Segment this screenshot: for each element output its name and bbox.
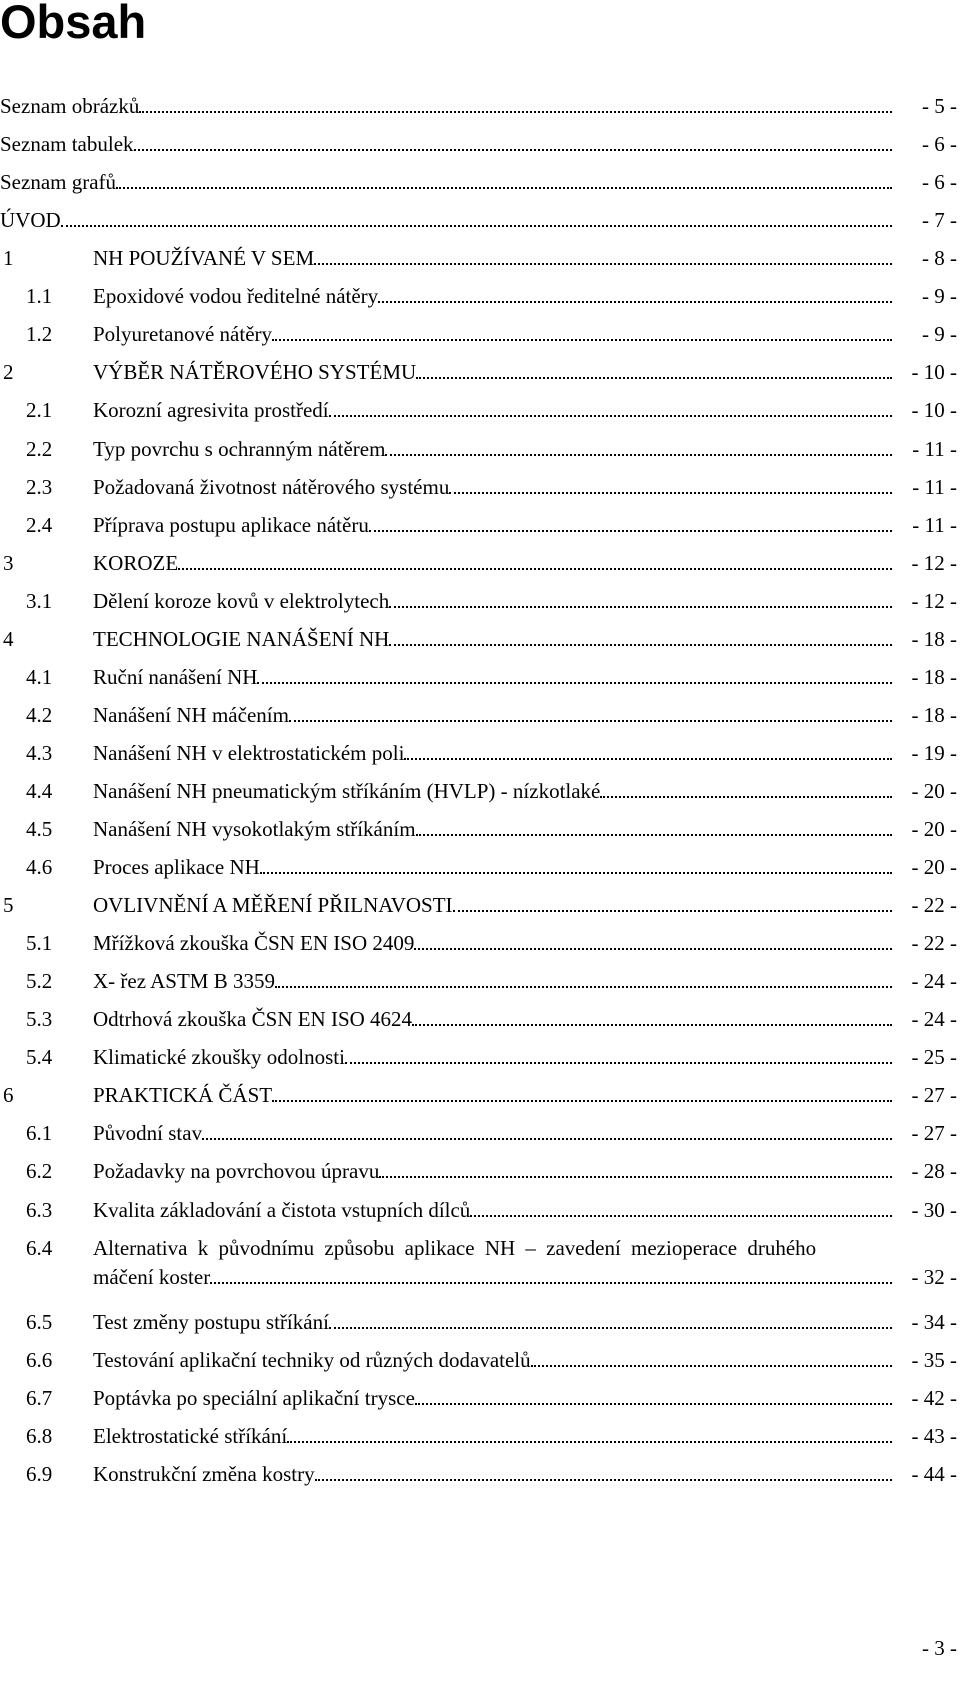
dot-leader (314, 249, 892, 265)
toc-entry-page: - 18 - (911, 627, 957, 651)
toc-entry-page: - 9 - (922, 322, 957, 346)
toc-entry[interactable] (0, 809, 960, 849)
toc-entry[interactable] (0, 1075, 960, 1115)
toc-entry[interactable] (0, 543, 960, 583)
dot-leader (257, 668, 892, 684)
toc-entry[interactable] (0, 657, 960, 697)
toc-entry-title: PRAKTICKÁ ČÁST (93, 1083, 273, 1107)
toc-entry[interactable] (0, 1151, 960, 1191)
toc-entry-page: - 10 - (911, 360, 957, 384)
toc-entry-number: 2.1 (26, 398, 53, 422)
toc-entry[interactable] (0, 1340, 960, 1380)
toc-entry-title: Nanášení NH v elektrostatickém poli (93, 741, 405, 765)
toc-entry-number: 6.7 (26, 1386, 53, 1410)
toc-entry-title: Test změny postupu stříkání (93, 1310, 329, 1334)
toc-entry[interactable] (0, 162, 960, 202)
toc-entry-number: 5.2 (26, 969, 53, 993)
toc-entry-page: - 11 - (912, 475, 957, 499)
dot-leader (61, 211, 892, 227)
toc-entry-number: 1 (3, 246, 14, 270)
toc-entry[interactable] (0, 581, 960, 621)
toc-entry-title: Korozní agresivita prostředí (93, 398, 329, 422)
dot-leader (289, 706, 892, 722)
toc-entry-title: Dělení koroze kovů v elektrolytech (93, 589, 390, 613)
toc-entry[interactable] (0, 276, 960, 316)
toc-entry-title: Testování aplikační techniky od různých dodavatelů (93, 1348, 531, 1372)
toc-entry[interactable] (0, 505, 960, 545)
dot-leader (210, 1268, 892, 1284)
toc-entry-page: - 20 - (911, 817, 957, 841)
toc-entry-page: - 18 - (911, 665, 957, 689)
dot-leader (385, 440, 892, 456)
toc-entry[interactable] (0, 238, 960, 278)
toc-entry-number: 1.2 (26, 322, 53, 346)
toc-entry-page: - 22 - (911, 931, 957, 955)
toc-entry-title: ÚVOD (0, 208, 61, 232)
toc-entry-page: - 42 - (911, 1386, 957, 1410)
dot-leader (470, 1201, 892, 1217)
dot-leader (345, 1048, 892, 1064)
toc-entry-title: Proces aplikace NH (93, 855, 260, 879)
toc-entry[interactable] (0, 1378, 960, 1418)
toc-entry[interactable] (0, 847, 960, 887)
dot-leader (275, 972, 892, 988)
toc-entry-title: Seznam obrázků (0, 94, 140, 118)
toc-entry-number: 4.4 (26, 779, 53, 803)
dot-leader (139, 97, 892, 113)
toc-entry[interactable] (0, 390, 960, 430)
dot-leader (415, 1389, 892, 1405)
toc-entry-number: 6 (3, 1083, 14, 1107)
dot-leader (378, 287, 892, 303)
toc-entry[interactable] (0, 771, 960, 811)
toc-entry-title: Nanášení NH pneumatickým stříkáním (HVLP) - nízkotlaké (93, 779, 601, 803)
toc-entry-page: - 7 - (922, 208, 957, 232)
toc-entry-number: 2.2 (26, 437, 53, 461)
dot-leader (379, 1162, 892, 1178)
toc-entry-page: - 27 - (911, 1121, 957, 1145)
dot-leader (369, 516, 892, 532)
toc-entry-page: - 6 - (922, 132, 957, 156)
dot-leader (453, 896, 892, 912)
toc-entry-title: KOROZE (93, 551, 179, 575)
dot-leader (287, 1427, 892, 1443)
toc-entry-page: - 44 - (911, 1462, 957, 1486)
dot-leader (329, 1313, 892, 1329)
toc-entry-title: Příprava postupu aplikace nátěru (93, 513, 369, 537)
toc-entry-page: - 12 - (911, 589, 957, 613)
toc-entry-number: 5.3 (26, 1007, 53, 1031)
toc-entry-number: 6.2 (26, 1159, 53, 1183)
dot-leader (178, 554, 892, 570)
toc-entry[interactable] (0, 733, 960, 773)
toc-entry[interactable] (0, 1228, 960, 1298)
toc-entry[interactable] (0, 1113, 960, 1153)
toc-entry-title: Mřížková zkouška ČSN EN ISO 2409 (93, 931, 415, 955)
toc-entry-page: - 34 - (911, 1310, 957, 1334)
toc-entry-title: VÝBĚR NÁTĚROVÉHO SYSTÉMU (93, 360, 417, 384)
toc-entry-number: 6.5 (26, 1310, 53, 1334)
toc-entry-title: Typ povrchu s ochranným nátěrem (93, 437, 386, 461)
toc-entry-title: TECHNOLOGIE NANÁŠENÍ NH (93, 627, 390, 651)
toc-entry[interactable] (0, 1416, 960, 1456)
dot-leader (272, 1086, 892, 1102)
toc-entry-page: - 19 - (911, 741, 957, 765)
dot-leader (531, 1351, 892, 1367)
toc-entry-page: - 18 - (911, 703, 957, 727)
toc-entry-page: - 9 - (922, 284, 957, 308)
toc-entry[interactable] (0, 86, 960, 126)
toc-entry-title: Ruční nanášení NH (93, 665, 258, 689)
toc-entry[interactable] (0, 695, 960, 735)
toc-entry-page: - 12 - (911, 551, 957, 575)
toc-entry-number: 3.1 (26, 589, 53, 613)
toc-entry-number: 4.5 (26, 817, 53, 841)
toc-entry-number: 3 (3, 551, 14, 575)
toc-entry-title: X- řez ASTM B 3359 (93, 969, 275, 993)
dot-leader (329, 401, 892, 417)
toc-entry-page: - 5 - (922, 94, 957, 118)
toc-entry-title: Seznam tabulek (0, 132, 134, 156)
toc-entry-title: OVLIVNĚNÍ A MĚŘENÍ PŘILNAVOSTI (93, 893, 453, 917)
toc-entry[interactable] (0, 1190, 960, 1230)
toc-entry[interactable] (0, 1302, 960, 1342)
toc-entry-page: - 11 - (912, 513, 957, 537)
toc-entry-page: - 43 - (911, 1424, 957, 1448)
toc-entry-number: 5.4 (26, 1045, 53, 1069)
toc-entry-number: 2.4 (26, 513, 53, 537)
dot-leader (416, 820, 892, 836)
dot-leader (116, 173, 892, 189)
toc-entry-title: Klimatické zkoušky odolnosti (93, 1045, 345, 1069)
toc-entry-page: - 22 - (911, 893, 957, 917)
toc-entry-page: - 24 - (911, 969, 957, 993)
toc-entry-title: Původní stav (93, 1121, 203, 1145)
toc-entry-title: Odtrhová zkouška ČSN EN ISO 4624 (93, 1007, 413, 1031)
toc-entry-title: máčení koster (93, 1265, 211, 1289)
toc-entry-number: 4 (3, 627, 14, 651)
toc-entry-number: 4.3 (26, 741, 53, 765)
toc-entry-title: Nanášení NH máčením (93, 703, 289, 727)
toc-entry-title: NH POUŽÍVANÉ V SEM (93, 246, 315, 270)
toc-entry-page: - 35 - (911, 1348, 957, 1372)
page-number: - 3 - (922, 1636, 957, 1660)
dot-leader (315, 1465, 892, 1481)
toc-entry-title: Poptávka po speciální aplikační trysce (93, 1386, 415, 1410)
dot-leader (412, 1010, 892, 1026)
dot-leader (414, 934, 892, 950)
toc-entry-number: 1.1 (26, 284, 53, 308)
toc-entry-page: - 11 - (912, 437, 957, 461)
toc-entry[interactable] (0, 885, 960, 925)
toc-entry[interactable] (0, 1454, 960, 1494)
toc-entry-number: 4.2 (26, 703, 53, 727)
toc-entry-page: - 32 - (911, 1265, 957, 1289)
toc-entry-number: 4.1 (26, 665, 53, 689)
toc-entry[interactable] (0, 314, 960, 354)
dot-leader (202, 1124, 892, 1140)
dot-leader (272, 325, 892, 341)
toc-entry-number: 6.4 (26, 1236, 53, 1260)
toc-entry-page: - 28 - (911, 1159, 957, 1183)
toc-entry-number: 2 (3, 360, 14, 384)
dot-leader (600, 782, 892, 798)
dot-leader (134, 135, 892, 151)
toc-entry-number: 5.1 (26, 931, 53, 955)
toc-entry-title: Požadavky na povrchovou úpravu (93, 1159, 380, 1183)
toc-entry-number: 2.3 (26, 475, 53, 499)
toc-entry-page: - 30 - (911, 1198, 957, 1222)
dot-leader (404, 744, 892, 760)
toc-entry-number: 6.1 (26, 1121, 53, 1145)
toc-entry[interactable] (0, 1037, 960, 1077)
toc-entry-page: - 20 - (911, 779, 957, 803)
toc-entry-number: 6.6 (26, 1348, 53, 1372)
toc-entry-page: - 20 - (911, 855, 957, 879)
toc-entry[interactable] (0, 467, 960, 507)
toc-entry[interactable] (0, 124, 960, 164)
toc-entry-title: Elektrostatické stříkání (93, 1424, 288, 1448)
toc-entry[interactable] (0, 200, 960, 240)
toc-entry[interactable] (0, 999, 960, 1039)
toc-entry[interactable] (0, 923, 960, 963)
dot-leader (260, 858, 892, 874)
toc-entry[interactable] (0, 352, 960, 392)
toc-entry[interactable] (0, 429, 960, 469)
toc-entry-page: - 25 - (911, 1045, 957, 1069)
toc-entry-title: Seznam grafů (0, 170, 117, 194)
dot-leader (389, 630, 892, 646)
dot-leader (449, 478, 892, 494)
toc-entry[interactable] (0, 961, 960, 1001)
toc-entry-title: Nanášení NH vysokotlakým stříkáním (93, 817, 416, 841)
toc-entry-number: 6.3 (26, 1198, 53, 1222)
toc-entry-page: - 24 - (911, 1007, 957, 1031)
toc-entry-page: - 10 - (911, 398, 957, 422)
toc-entry-title: Konstrukční změna kostry (93, 1462, 315, 1486)
toc-entry[interactable] (0, 619, 960, 659)
toc-entry-title: Polyuretanové nátěry (93, 322, 273, 346)
toc-entry-text-line1: Alternativa k původnímu způsobu aplikace NH – zavedení mezioperace druhého (93, 1236, 817, 1260)
toc-entry-page: - 6 - (922, 170, 957, 194)
dot-leader (389, 592, 892, 608)
toc-entry-number: 5 (3, 893, 14, 917)
dot-leader (416, 363, 892, 379)
toc-entry-title: Epoxidové vodou ředitelné nátěry (93, 284, 379, 308)
toc-entry-page: - 8 - (922, 246, 957, 270)
toc-entry-number: 4.6 (26, 855, 53, 879)
toc-entry-title: Požadovaná životnost nátěrového systému (93, 475, 450, 499)
toc-entry-page: - 27 - (911, 1083, 957, 1107)
page-title: Obsah (0, 0, 147, 48)
toc-entry-number: 6.9 (26, 1462, 53, 1486)
toc-entry-number: 6.8 (26, 1424, 53, 1448)
toc-entry-title: Kvalita základování a čistota vstupních dílců (93, 1198, 471, 1222)
